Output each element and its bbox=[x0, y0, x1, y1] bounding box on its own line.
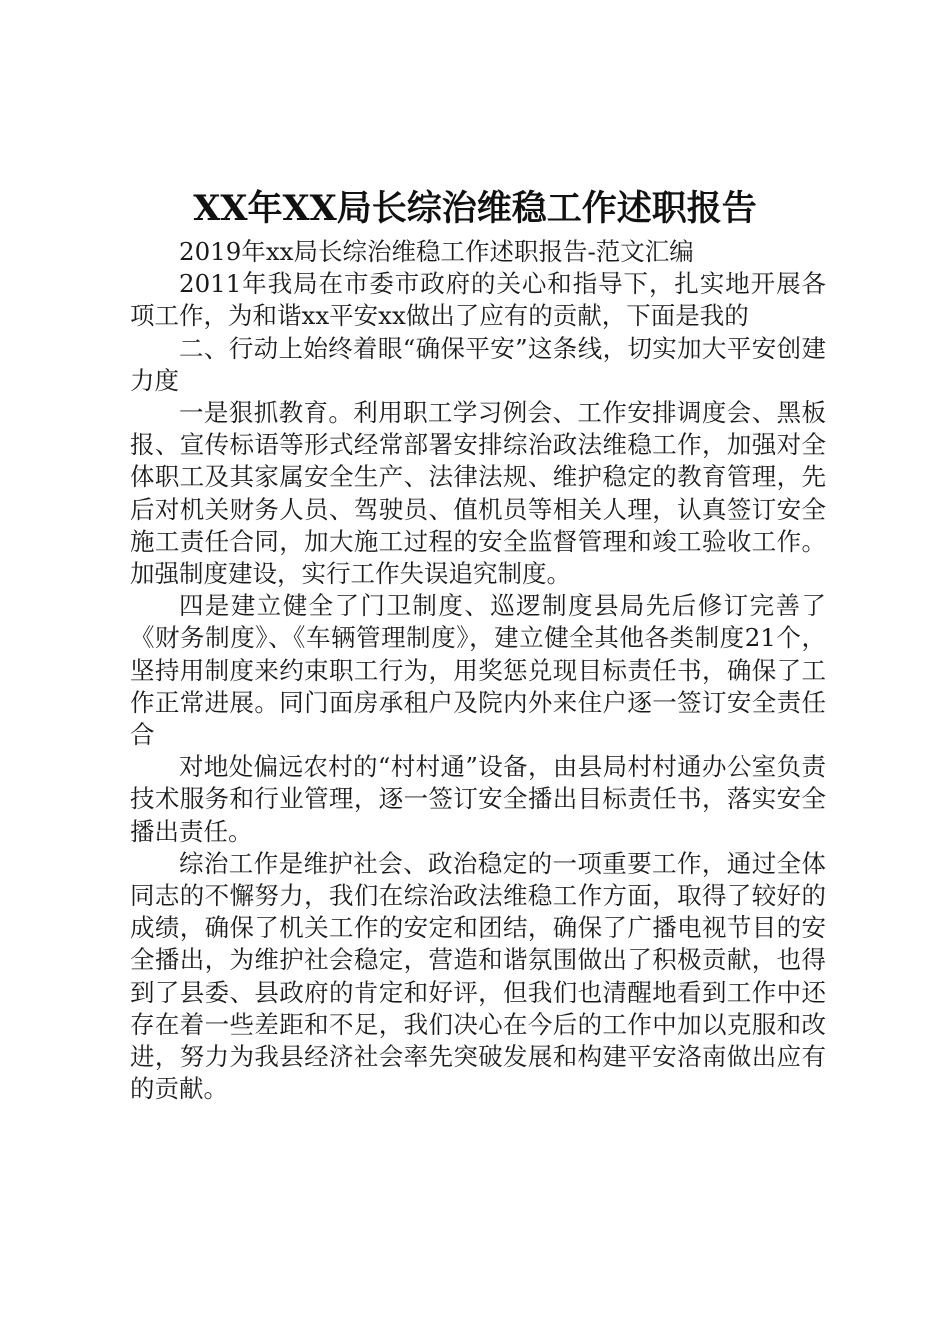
document-title: XX年XX局长综治维稳工作述职报告 bbox=[193, 188, 757, 229]
paragraph-education: 一是狠抓教育。利用职工学习例会、工作安排调度会、黑板报、宣传标语等形式经常部署安排综治政法维稳工作，加强对全体职工及其家属安全生产、法律法规、维护稳定的教育管理，先后对机关财务人员、驾驶员、值机员等相关人理，认真签订安全施工责任合同，加大施工过程的安全监督管理和竣工验收工作。加强制度建设，实行工作失误追究制度。 bbox=[130, 398, 826, 589]
document-body bbox=[130, 236, 826, 1105]
paragraph-section-two: 二、行动上始终着眼“确保平安”这条线，切实加大平安创建力度 bbox=[130, 333, 826, 395]
paragraph-systems: 四是建立健全了门卫制度、巡逻制度县局先后修订完善了《财务制度》、《车辆管理制度》，建立健全其他各类制度21个，坚持用制度来约束职工行为，用奖惩兑现目标责任书，确保了工作正常进展。同门面房承租户及院内外来住户逐一签订安全责任合 bbox=[130, 591, 826, 750]
paragraph-rural-equipment: 对地处偏远农村的“村村通”设备，由县局村村通办公室负责技术服务和行业管理，逐一签订安全播出目标责任书，落实安全播出责任。 bbox=[130, 752, 826, 846]
paragraph-conclusion: 综治工作是维护社会、政治稳定的一项重要工作，通过全体同志的不懈努力，我们在综治政法维稳工作方面，取得了较好的成绩，确保了机关工作的安定和团结，确保了广播电视节目的安全播出，为维护社会稳定，营造和谐氛围做出了积极贡献，也得到了县委、县政府的肯定和好评，但我们也清醒地看到工作中还存在着一些差距和不足，我们决心在今后的工作中加以克服和改进，努力为我县经济社会率先突破发展和构建平安洛南做出应有的贡献。 bbox=[130, 848, 826, 1104]
paragraph-intro: 2011年我局在市委市政府的关心和指导下，扎实地开展各项工作，为和谐xx平安xx做出了应有的贡献，下面是我的 bbox=[130, 269, 826, 331]
paragraph-subtitle: 2019年xx局长综治维稳工作述职报告-范文汇编 bbox=[179, 237, 694, 266]
